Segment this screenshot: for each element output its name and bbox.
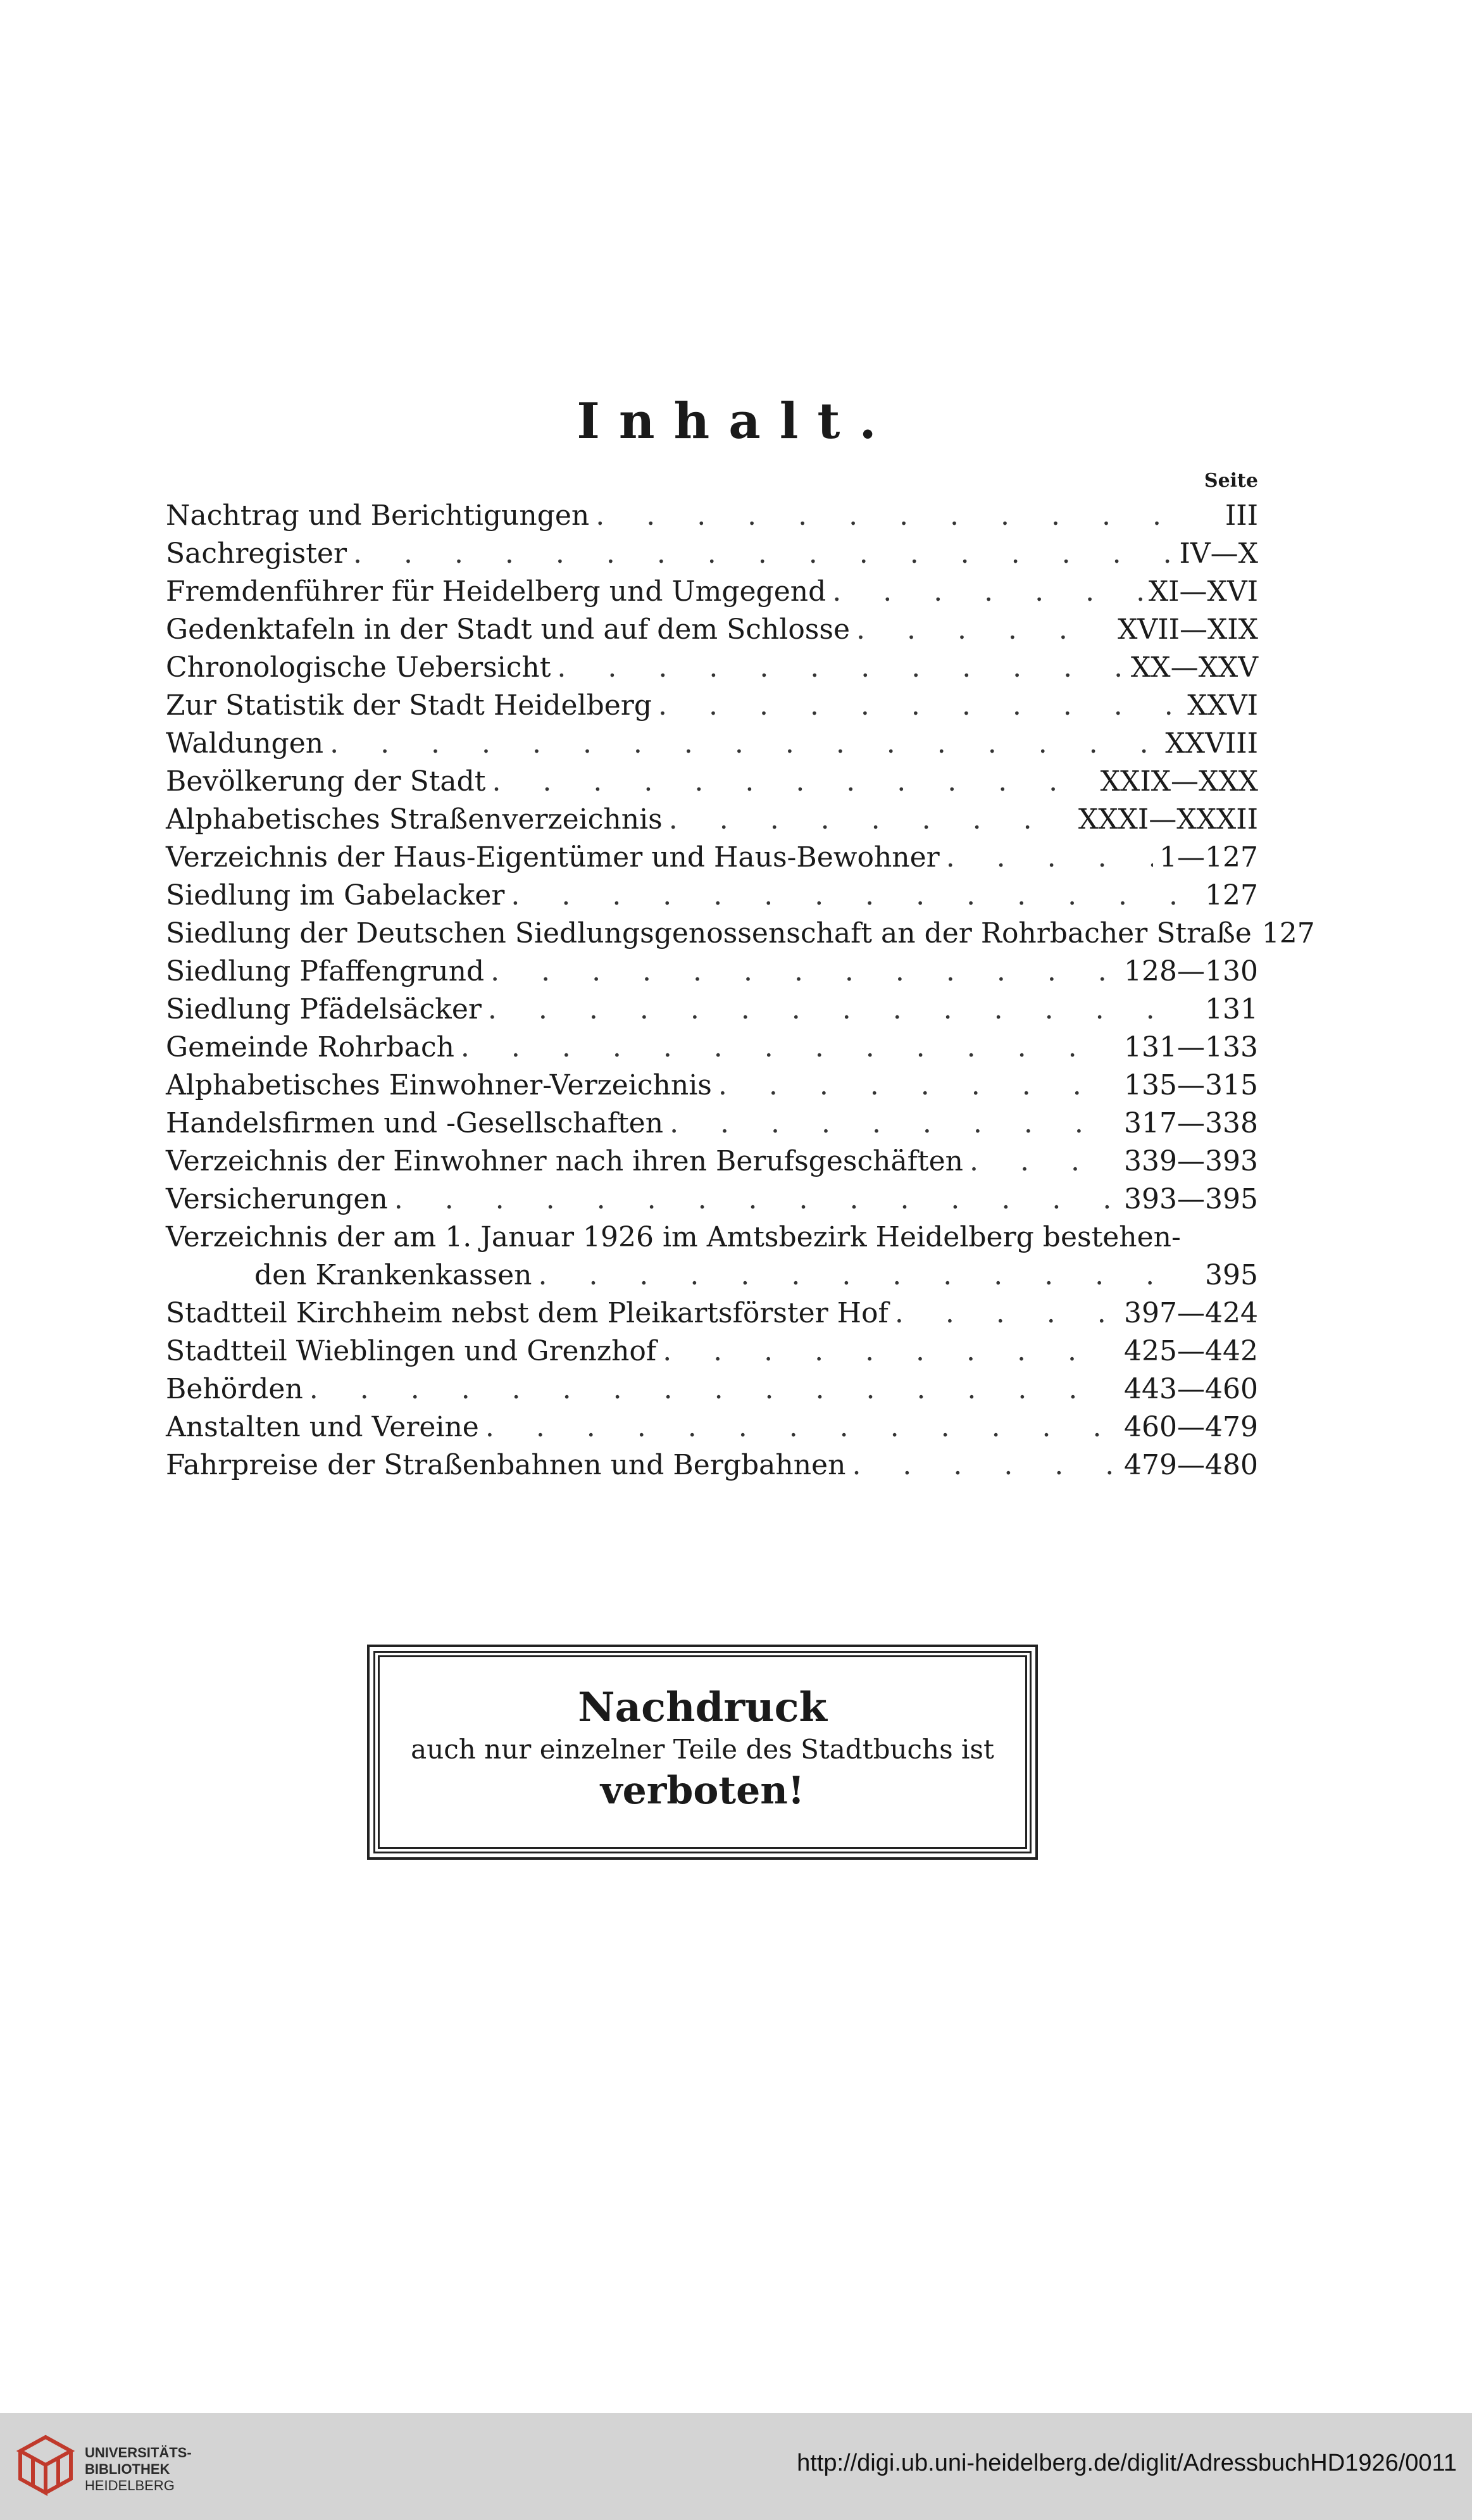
- library-name-line3: HEIDELBERG: [85, 2478, 175, 2493]
- toc-entry-label: Chronologische Uebersicht: [166, 651, 551, 684]
- toc-leader-dots: [490, 953, 1118, 991]
- toc-entry-label: Siedlung Pfädelsäcker: [166, 993, 482, 1025]
- toc-entry-page: 479—480: [1124, 1449, 1258, 1481]
- toc-entry-label: Behörden: [166, 1373, 303, 1405]
- toc-entry-label: Stadtteil Wieblingen und Grenzhof: [166, 1335, 657, 1367]
- toc-entry-label: Handelsfirmen und -Gesellschaften: [166, 1107, 664, 1139]
- library-name-line1: UNIVERSITÄTS-: [85, 2445, 192, 2460]
- toc-leader-dots: [309, 1370, 1118, 1408]
- toc-entry-page: XVII—XIX: [1118, 613, 1258, 646]
- toc-entry-label: Fahrpreise der Straßenbahnen und Bergbahnen: [166, 1449, 846, 1481]
- toc-entry: [166, 649, 1258, 687]
- toc-entry-label: Anstalten und Vereine: [166, 1411, 479, 1443]
- toc-leader-dots: [485, 1408, 1118, 1446]
- toc-leader-dots: [538, 1257, 1188, 1294]
- toc-entry-page: 131—133: [1124, 1031, 1258, 1063]
- toc-entry-label: Fremdenführer für Heidelberg und Umgegend: [166, 575, 826, 608]
- toc-entry-label: Siedlung Pfaffengrund: [166, 955, 485, 987]
- toc-entry-label: Alphabetisches Straßenverzeichnis: [166, 803, 663, 836]
- page-column-header: Seite: [1204, 470, 1258, 492]
- toc-entry-page: 397—424: [1124, 1297, 1258, 1329]
- permalink[interactable]: http://digi.ub.uni-heidelberg.de/diglit/AdressbuchHD1926/0011: [797, 2450, 1457, 2476]
- toc-entry-label: Zur Statistik der Stadt Heidelberg: [166, 689, 652, 722]
- toc-leader-dots: [461, 1029, 1118, 1067]
- toc-entry-label: Nachtrag und Berichtigungen: [166, 499, 590, 532]
- toc-leader-dots: [658, 687, 1181, 725]
- toc-entry: [166, 1029, 1258, 1067]
- notice-text: auch nur einzelner Teile des Stadtbuchs ist: [411, 1734, 994, 1765]
- toc-entry: [166, 1181, 1258, 1219]
- toc-entry: [166, 573, 1258, 611]
- toc-entry: [166, 1294, 1258, 1332]
- toc-entry: [166, 801, 1258, 839]
- toc-entry-label: Bevölkerung der Stadt: [166, 765, 486, 798]
- toc-leader-dots: [670, 1105, 1118, 1143]
- toc-entry-label: Versicherungen: [166, 1183, 388, 1215]
- page-title: Inhalt.: [577, 392, 895, 450]
- notice-heading: Nachdruck: [578, 1684, 827, 1731]
- toc-leader-dots: [488, 991, 1188, 1029]
- toc-entry-page: 443—460: [1124, 1373, 1258, 1405]
- toc-leader-dots: [718, 1067, 1118, 1105]
- toc-entry-page: XI—XVI: [1148, 575, 1258, 608]
- toc-leader-dots: [856, 611, 1111, 649]
- toc-entry-page: 131: [1205, 993, 1258, 1025]
- toc-entry: [166, 1219, 1258, 1257]
- toc-entry: [166, 687, 1258, 725]
- toc-leader-dots: [970, 1143, 1118, 1181]
- toc-entry: [166, 1067, 1258, 1105]
- toc-entry: [166, 763, 1258, 801]
- toc-leader-dots: [353, 535, 1173, 573]
- toc-leader-dots: [669, 801, 1072, 839]
- toc-leader-dots: [394, 1181, 1118, 1219]
- toc-entry-label: Alphabetisches Einwohner-Verzeichnis: [166, 1069, 712, 1101]
- toc-entry-label: Verzeichnis der am 1. Januar 1926 im Amtsbezirk Heidelberg bestehen-: [166, 1221, 1181, 1253]
- toc-entry-page: 339—393: [1124, 1145, 1258, 1177]
- toc-entry-label: Verzeichnis der Haus-Eigentümer und Haus-Bewohner: [166, 841, 940, 874]
- toc-entry: [166, 1257, 1258, 1294]
- toc-leader-dots: [832, 573, 1142, 611]
- toc-entry-label: Verzeichnis der Einwohner nach ihren Berufsgeschäften: [166, 1145, 963, 1177]
- toc-leader-dots: [852, 1446, 1118, 1484]
- toc-entry: [166, 611, 1258, 649]
- toc-entry-label: Siedlung im Gabelacker: [166, 879, 505, 912]
- toc-entry-page: III: [1225, 499, 1258, 532]
- library-name-line2: BIBLIOTHEK: [85, 2461, 170, 2477]
- toc-entry-page: XX—XXV: [1130, 651, 1258, 684]
- toc-entry-page: XXVIII: [1165, 727, 1258, 760]
- reprint-notice-box: [373, 1651, 1032, 1853]
- toc-entry-label: Gedenktafeln in der Stadt und auf dem Schlosse: [166, 613, 851, 646]
- toc-entry: [166, 1446, 1258, 1484]
- toc-entry-label: Waldungen: [166, 727, 324, 760]
- toc-entry-page: XXXI—XXXII: [1078, 803, 1258, 836]
- toc-entry: [166, 915, 1315, 953]
- toc-entry-label: Siedlung der Deutschen Siedlungsgenossenschaft an der Rohrbacher Straße: [166, 917, 1252, 950]
- toc-entry: [166, 953, 1258, 991]
- toc-entry-page: 128—130: [1124, 955, 1258, 987]
- library-name: [85, 2445, 192, 2494]
- toc-entry-label: Sachregister: [166, 537, 347, 570]
- toc-leader-dots: [596, 497, 1188, 535]
- toc-entry-page: 395: [1205, 1259, 1258, 1291]
- library-logo-icon: [15, 2432, 76, 2502]
- toc-entry-page: 317—338: [1124, 1107, 1258, 1139]
- toc-entry-label: Gemeinde Rohrbach: [166, 1031, 454, 1063]
- toc-entry: [166, 877, 1258, 915]
- toc-entry: [166, 991, 1258, 1029]
- toc-entry-page: 425—442: [1124, 1335, 1258, 1367]
- toc-leader-dots: [511, 877, 1188, 915]
- toc-entry: [166, 1370, 1258, 1408]
- toc-entry: [166, 1408, 1258, 1446]
- toc-entry-label: Stadtteil Kirchheim nebst dem Pleikartsförster Hof: [166, 1297, 889, 1329]
- toc-entry-page: XXVI: [1187, 689, 1258, 722]
- toc-entry: [166, 1143, 1258, 1181]
- toc-entry: [166, 725, 1258, 763]
- toc-leader-dots: [330, 725, 1159, 763]
- toc-leader-dots: [492, 763, 1094, 801]
- notice-emphasis: verboten!: [600, 1769, 805, 1813]
- toc-entry: [166, 1105, 1258, 1143]
- toc-entry-page: 127: [1261, 917, 1315, 950]
- toc-entry: [166, 497, 1258, 535]
- toc-entry: [166, 535, 1258, 573]
- table-of-contents: [166, 497, 1315, 1484]
- viewer-footer: [0, 2413, 1472, 2520]
- toc-leader-dots: [663, 1332, 1118, 1370]
- toc-entry-page: 135—315: [1124, 1069, 1258, 1101]
- toc-entry-page: 127: [1205, 879, 1258, 912]
- toc-entry-page: 393—395: [1124, 1183, 1258, 1215]
- toc-entry: [166, 1332, 1258, 1370]
- toc-leader-dots: [895, 1294, 1118, 1332]
- toc-entry-page: 460—479: [1124, 1411, 1258, 1443]
- toc-entry-page: 1—127: [1159, 841, 1258, 874]
- toc-entry-page: XXIX—XXX: [1100, 765, 1258, 798]
- toc-entry-label: den Krankenkassen: [254, 1259, 532, 1291]
- toc-entry: [166, 839, 1258, 877]
- toc-entry-page: IV—X: [1179, 537, 1258, 570]
- toc-leader-dots: [946, 839, 1153, 877]
- toc-leader-dots: [557, 649, 1125, 687]
